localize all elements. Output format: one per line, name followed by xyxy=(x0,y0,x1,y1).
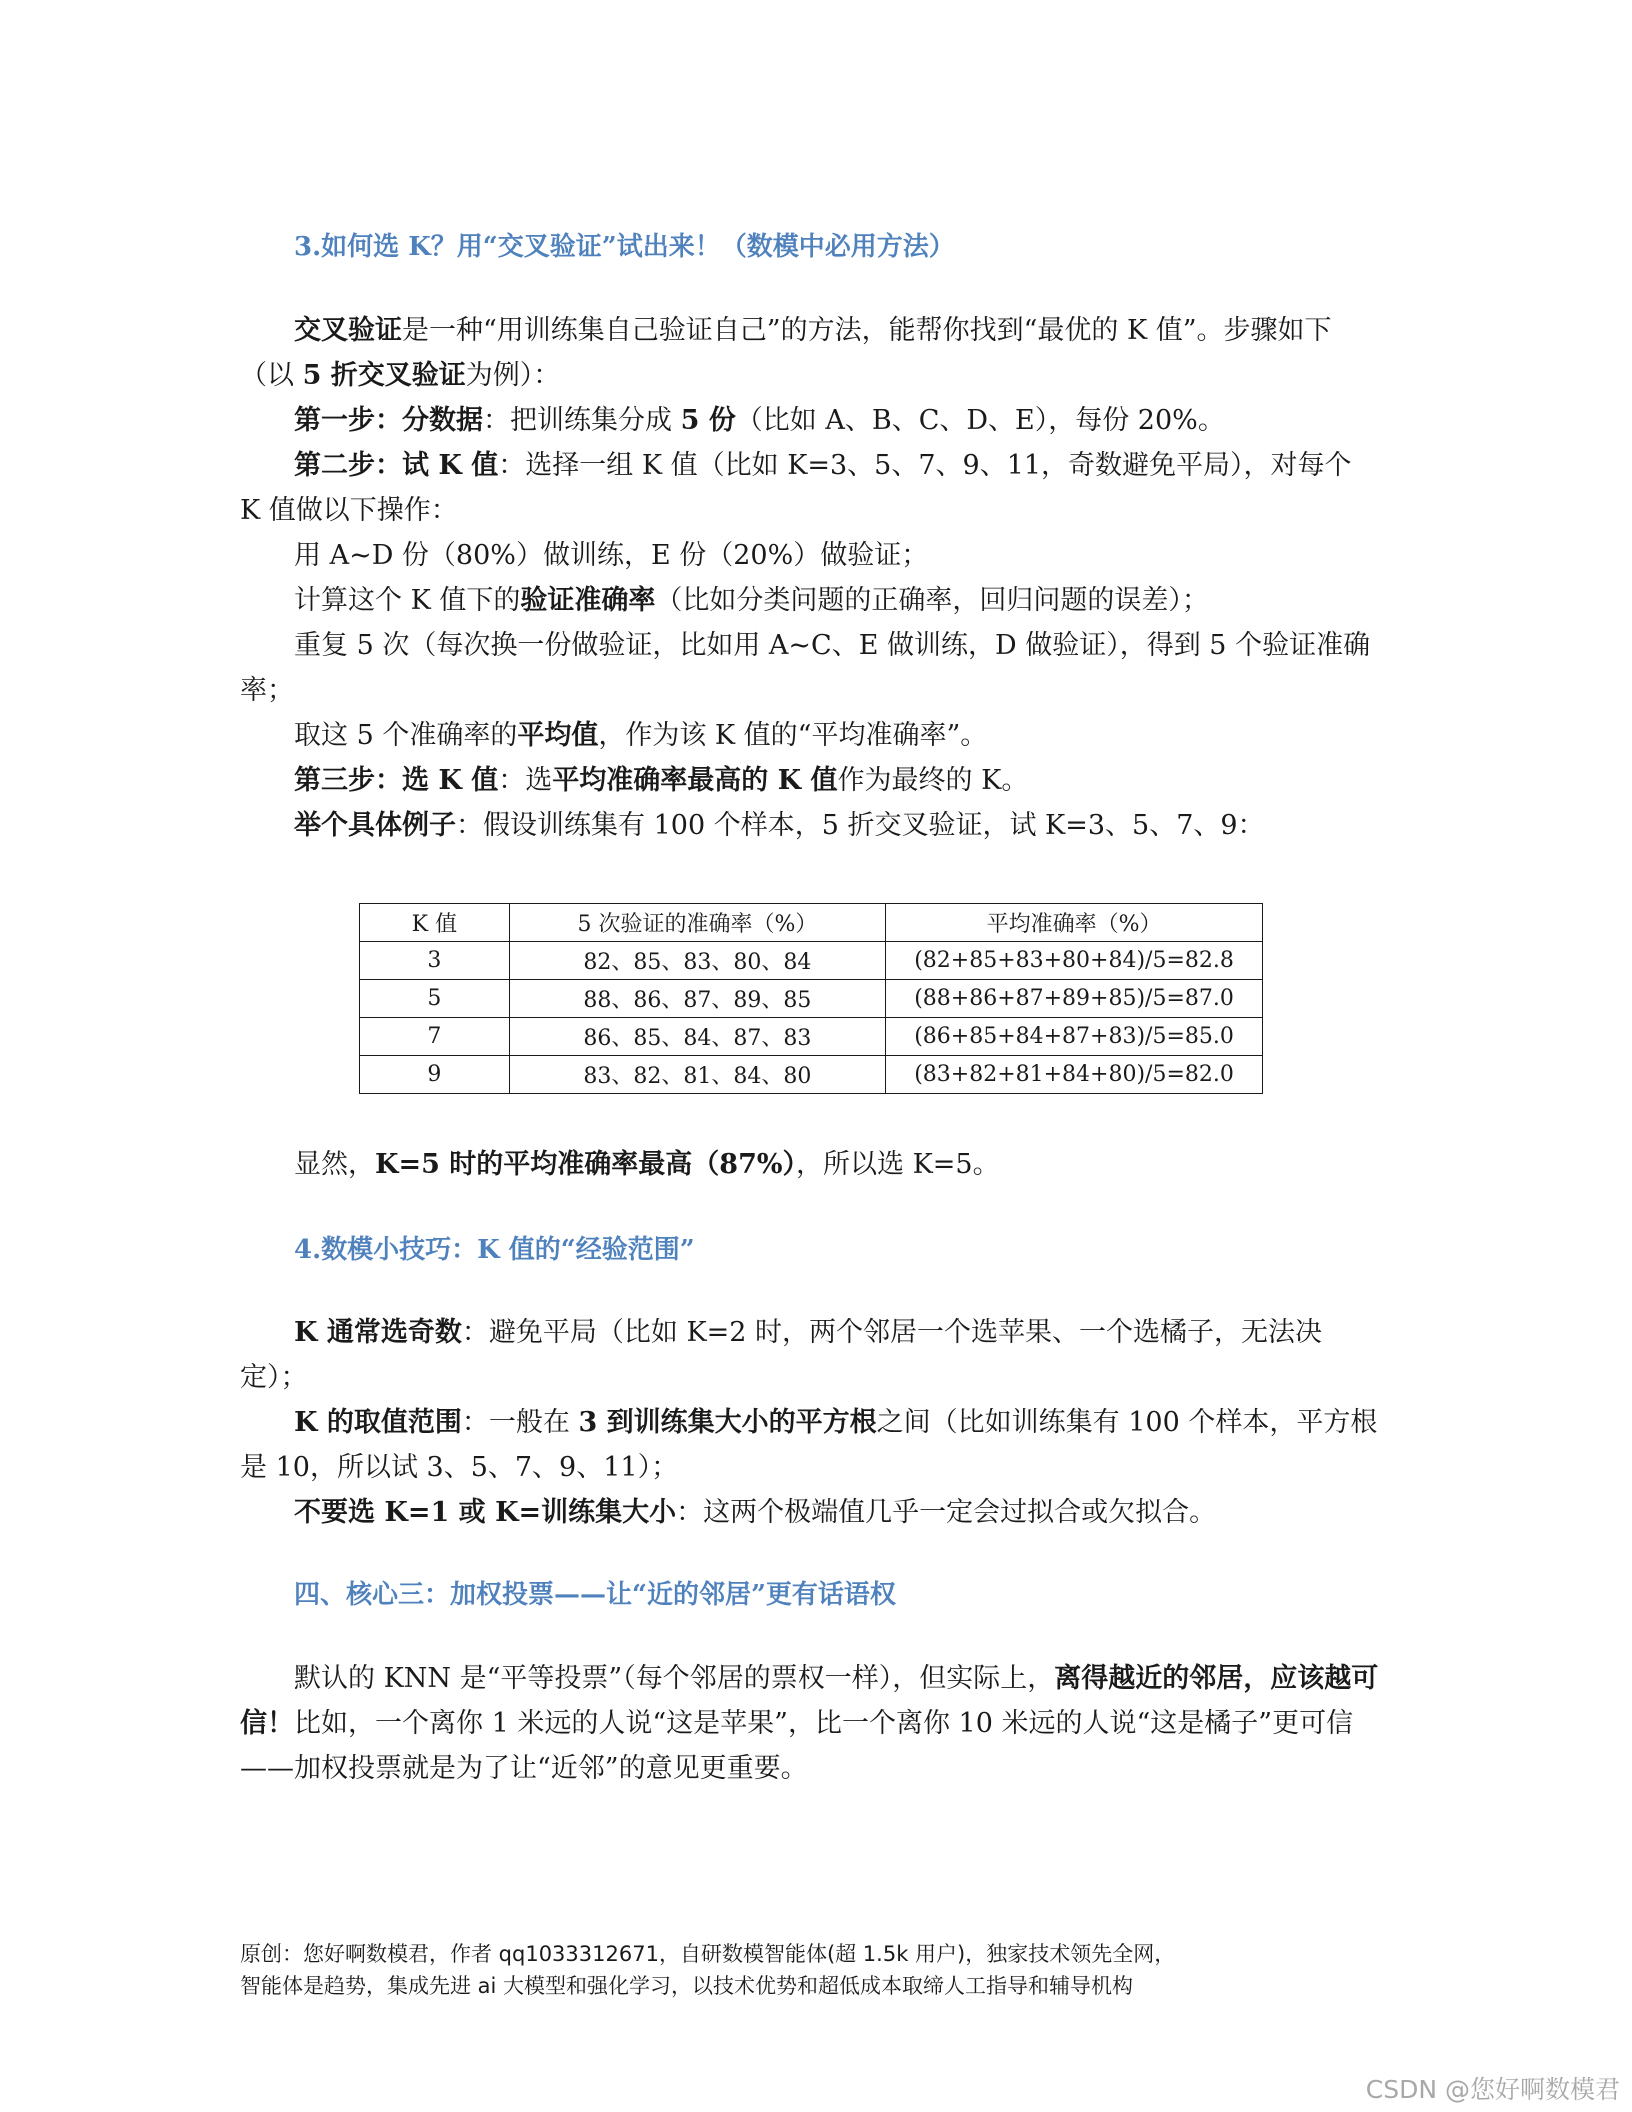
table-cell: (86+85+84+87+83)/5=85.0 xyxy=(886,1018,1263,1056)
csdn-watermark: CSDN @您好啊数模君 xyxy=(1365,2075,1620,2104)
cross-validation-section xyxy=(240,308,1380,848)
operation-1: 用 A~D 份（80%）做训练，E 份（20%）做验证； xyxy=(294,540,929,571)
table-row xyxy=(360,1018,1263,1056)
odd-k-tip: K 通常选奇数：避免平局（比如 K=2 时，两个邻居一个选苹果、一个选橘子，无法决定）； xyxy=(240,1317,1323,1393)
k-accuracy-table xyxy=(359,903,1263,1094)
section-3-heading: 3.如何选 K？用“交叉验证”试出来！（数模中必用方法） xyxy=(294,232,955,262)
conclusion: 显然，K=5 时的平均准确率最高（87%），所以选 K=5。 xyxy=(294,1149,1000,1180)
core-3-heading: 四、核心三：加权投票——让“近的邻居”更有话语权 xyxy=(294,1580,896,1610)
step-2: 第二步：试 K 值：选择一组 K 值（比如 K=3、5、7、9、11，奇数避免平局），对每个 K 值做以下操作： xyxy=(240,450,1352,526)
table-row xyxy=(360,942,1263,980)
k-range-tip: K 的取值范围：一般在 3 到训练集大小的平方根之间（比如训练集有 100 个样本，平方根是 10，所以试 3、5、7、9、11）； xyxy=(240,1407,1378,1483)
table-header-cell: 5 次验证的准确率（%） xyxy=(509,904,885,942)
table-cell: 86、85、84、87、83 xyxy=(509,1018,885,1056)
operation-4: 取这 5 个准确率的平均值，作为该 K 值的“平均准确率”。 xyxy=(294,720,988,751)
table-cell: 5 xyxy=(360,980,510,1018)
table-header-cell: K 值 xyxy=(360,904,510,942)
footer-line: 原创：您好啊数模君，作者 qq1033312671，自研数模智能体(超 1.5k 用户)，独家技术领先全网， xyxy=(240,1942,1176,1966)
table-cell: (83+82+81+84+80)/5=82.0 xyxy=(886,1056,1263,1094)
step-3: 第三步：选 K 值：选平均准确率最高的 K 值作为最终的 K。 xyxy=(294,765,1029,796)
table-cell: 9 xyxy=(360,1056,510,1094)
weighted-voting-section xyxy=(240,1656,1380,1791)
table-header-cell: 平均准确率（%） xyxy=(886,904,1263,942)
section-4-heading: 4.数模小技巧：K 值的“经验范围” xyxy=(294,1235,695,1265)
table-cell: 7 xyxy=(360,1018,510,1056)
table-cell: (82+85+83+80+84)/5=82.8 xyxy=(886,942,1263,980)
k-tips-section xyxy=(240,1310,1380,1535)
table-row xyxy=(360,1056,1263,1094)
weighted-voting-paragraph: 默认的 KNN 是“平等投票”（每个邻居的票权一样），但实际上，离得越近的邻居，应该越可信！比如，一个离你 1 米远的人说“这是苹果”，比一个离你 10 米远的人说“这是橘子”更可信——加权投票就是为了让“近邻”的意见更重要。 xyxy=(240,1663,1379,1784)
table-cell: 83、82、81、84、80 xyxy=(509,1056,885,1094)
operation-2: 计算这个 K 值下的验证准确率（比如分类问题的正确率，回归问题的误差）； xyxy=(294,585,1209,616)
step-1: 第一步：分数据：把训练集分成 5 份（比如 A、B、C、D、E），每份 20%。 xyxy=(294,405,1225,436)
table-header-row xyxy=(360,904,1263,942)
bold-term: 5 折交叉验证 xyxy=(302,360,466,391)
table-cell: 88、86、87、89、85 xyxy=(509,980,885,1018)
operation-3: 重复 5 次（每次换一份做验证，比如用 A~C、E 做训练，D 做验证），得到 5 个验证准确率； xyxy=(240,630,1371,706)
table-cell: 82、85、83、80、84 xyxy=(509,942,885,980)
table-row xyxy=(360,980,1263,1018)
table-cell: (88+86+87+89+85)/5=87.0 xyxy=(886,980,1263,1018)
table-cell: 3 xyxy=(360,942,510,980)
footer-note xyxy=(240,1938,1175,2002)
avoid-extremes-tip: 不要选 K=1 或 K=训练集大小：这两个极端值几乎一定会过拟合或欠拟合。 xyxy=(294,1497,1217,1528)
footer-line: 智能体是趋势，集成先进 ai 大模型和强化学习，以技术优势和超低成本取缔人工指导和辅导机构 xyxy=(240,1974,1134,1998)
bold-term: 交叉验证 xyxy=(294,315,402,346)
example-intro: 举个具体例子：假设训练集有 100 个样本，5 折交叉验证，试 K=3、5、7、9： xyxy=(294,810,1265,841)
cross-validation-intro: 交叉验证是一种“用训练集自己验证自己”的方法，能帮你找到“最优的 K 值”。步骤如下（以 5 折交叉验证为例）： xyxy=(240,315,1332,391)
